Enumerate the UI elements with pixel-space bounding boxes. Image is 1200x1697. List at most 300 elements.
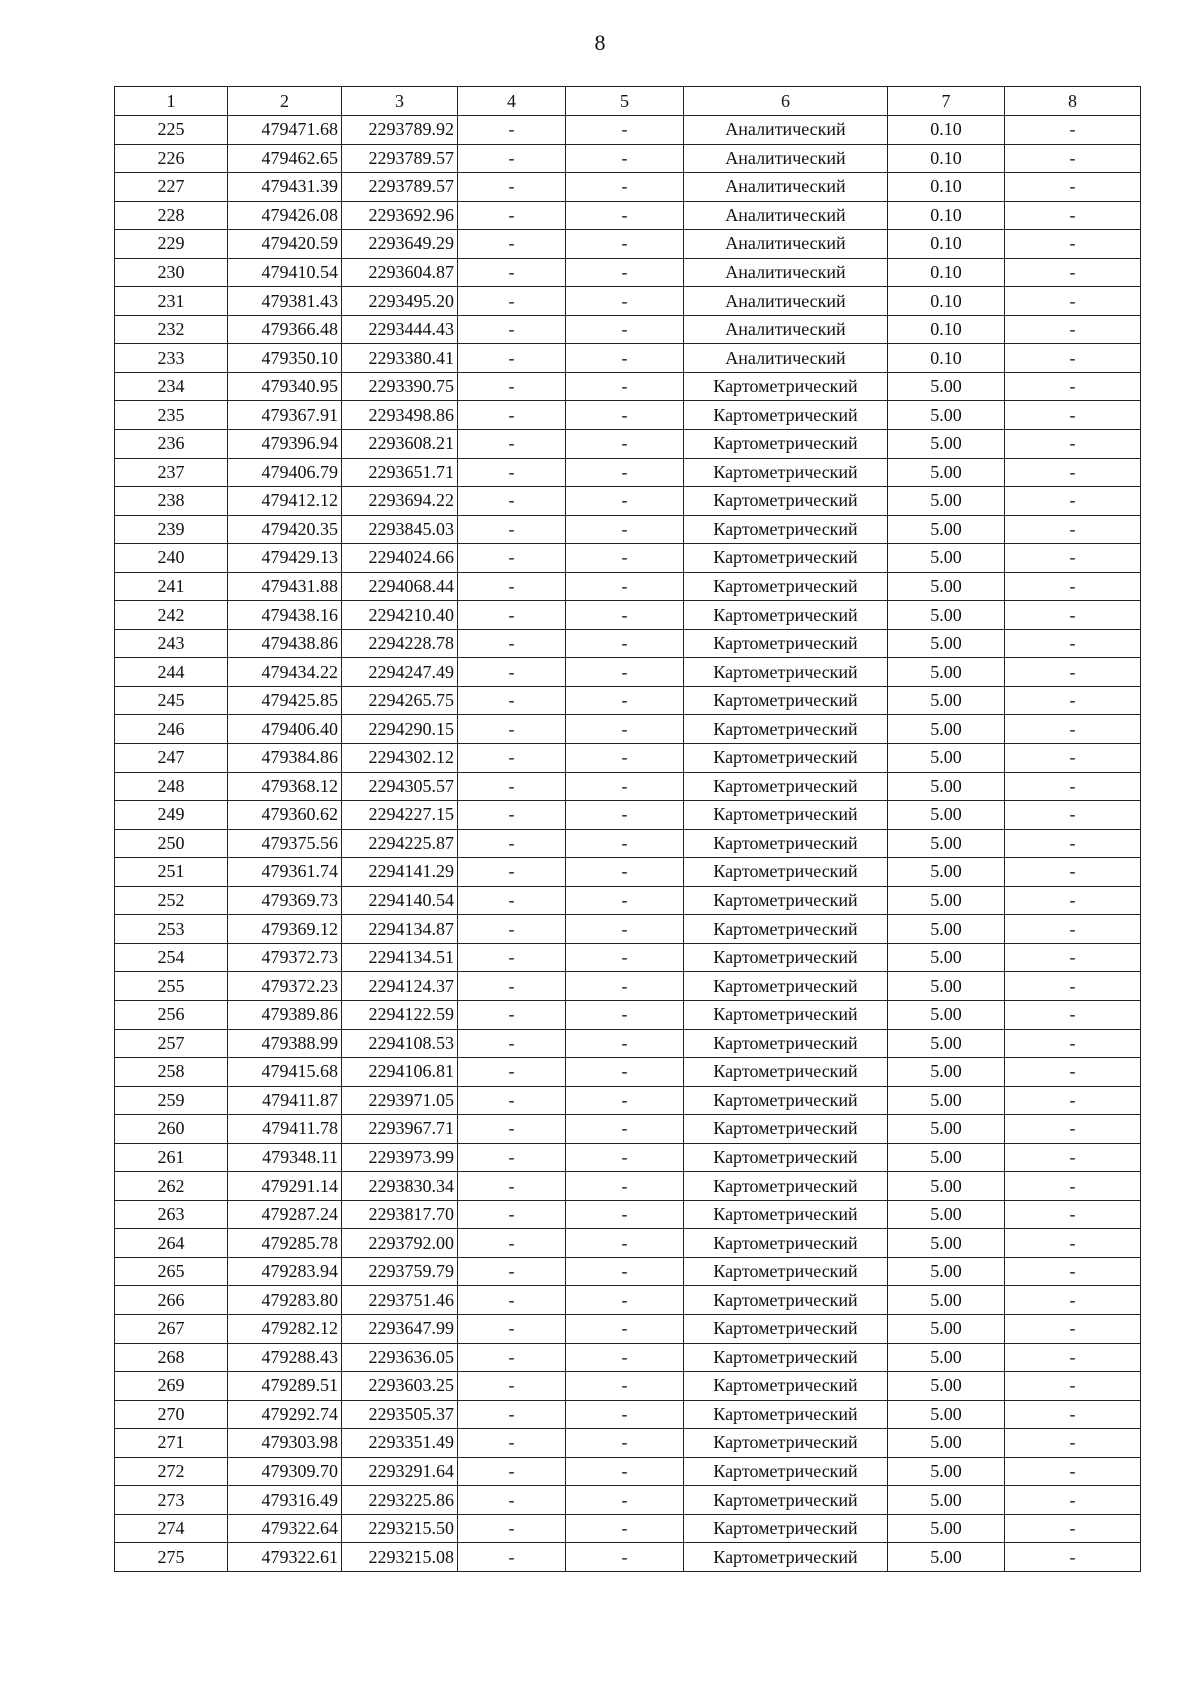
cell-col-4: - bbox=[458, 601, 566, 630]
cell-accuracy: 5.00 bbox=[888, 1086, 1005, 1115]
cell-point-number: 227 bbox=[115, 173, 228, 202]
cell-col-5: - bbox=[566, 458, 684, 487]
table-row bbox=[115, 1000, 1141, 1029]
cell-col-8: - bbox=[1005, 772, 1141, 801]
cell-col-5: - bbox=[566, 344, 684, 373]
cell-col-4: - bbox=[458, 1143, 566, 1172]
cell-coord-x: 479462.65 bbox=[228, 144, 342, 173]
cell-point-number: 261 bbox=[115, 1143, 228, 1172]
cell-accuracy: 5.00 bbox=[888, 886, 1005, 915]
cell-method: Картометрический bbox=[684, 1486, 888, 1515]
cell-coord-y: 2293817.70 bbox=[342, 1200, 458, 1229]
cell-method: Картометрический bbox=[684, 829, 888, 858]
cell-point-number: 260 bbox=[115, 1115, 228, 1144]
cell-accuracy: 5.00 bbox=[888, 629, 1005, 658]
cell-coord-x: 479406.79 bbox=[228, 458, 342, 487]
cell-col-4: - bbox=[458, 401, 566, 430]
table-row bbox=[115, 1029, 1141, 1058]
cell-point-number: 275 bbox=[115, 1543, 228, 1572]
table-row bbox=[115, 1543, 1141, 1572]
cell-coord-x: 479288.43 bbox=[228, 1343, 342, 1372]
table-row bbox=[115, 515, 1141, 544]
table-row bbox=[115, 1257, 1141, 1286]
header-col-4: 4 bbox=[458, 87, 566, 116]
cell-col-4: - bbox=[458, 1372, 566, 1401]
cell-col-4: - bbox=[458, 344, 566, 373]
cell-col-8: - bbox=[1005, 829, 1141, 858]
cell-accuracy: 5.00 bbox=[888, 1457, 1005, 1486]
header-col-2: 2 bbox=[228, 87, 342, 116]
cell-col-8: - bbox=[1005, 858, 1141, 887]
cell-coord-x: 479411.87 bbox=[228, 1086, 342, 1115]
cell-col-8: - bbox=[1005, 943, 1141, 972]
table-row bbox=[115, 772, 1141, 801]
cell-coord-x: 479426.08 bbox=[228, 201, 342, 230]
table-row bbox=[115, 1429, 1141, 1458]
cell-col-5: - bbox=[566, 744, 684, 773]
cell-col-8: - bbox=[1005, 744, 1141, 773]
cell-point-number: 239 bbox=[115, 515, 228, 544]
cell-col-8: - bbox=[1005, 487, 1141, 516]
cell-coord-y: 2293967.71 bbox=[342, 1115, 458, 1144]
cell-accuracy: 5.00 bbox=[888, 772, 1005, 801]
cell-coord-x: 479283.80 bbox=[228, 1286, 342, 1315]
cell-coord-y: 2294247.49 bbox=[342, 658, 458, 687]
cell-col-4: - bbox=[458, 1457, 566, 1486]
cell-method: Картометрический bbox=[684, 715, 888, 744]
cell-col-4: - bbox=[458, 1200, 566, 1229]
cell-accuracy: 5.00 bbox=[888, 1543, 1005, 1572]
cell-point-number: 232 bbox=[115, 315, 228, 344]
cell-accuracy: 5.00 bbox=[888, 1229, 1005, 1258]
cell-accuracy: 5.00 bbox=[888, 1000, 1005, 1029]
cell-method: Картометрический bbox=[684, 1429, 888, 1458]
cell-point-number: 245 bbox=[115, 686, 228, 715]
cell-coord-y: 2293694.22 bbox=[342, 487, 458, 516]
cell-coord-x: 479396.94 bbox=[228, 430, 342, 459]
cell-coord-x: 479340.95 bbox=[228, 372, 342, 401]
cell-col-5: - bbox=[566, 772, 684, 801]
cell-point-number: 228 bbox=[115, 201, 228, 230]
cell-coord-y: 2293215.50 bbox=[342, 1514, 458, 1543]
cell-col-5: - bbox=[566, 315, 684, 344]
cell-col-4: - bbox=[458, 1029, 566, 1058]
cell-coord-y: 2294108.53 bbox=[342, 1029, 458, 1058]
cell-coord-y: 2293603.25 bbox=[342, 1372, 458, 1401]
cell-method: Аналитический bbox=[684, 315, 888, 344]
table-row bbox=[115, 686, 1141, 715]
cell-col-4: - bbox=[458, 886, 566, 915]
cell-point-number: 253 bbox=[115, 915, 228, 944]
cell-accuracy: 5.00 bbox=[888, 686, 1005, 715]
cell-coord-x: 479289.51 bbox=[228, 1372, 342, 1401]
cell-coord-y: 2294302.12 bbox=[342, 744, 458, 773]
cell-col-4: - bbox=[458, 715, 566, 744]
cell-col-5: - bbox=[566, 829, 684, 858]
table-row bbox=[115, 372, 1141, 401]
table-row bbox=[115, 430, 1141, 459]
cell-col-8: - bbox=[1005, 1400, 1141, 1429]
cell-col-8: - bbox=[1005, 1000, 1141, 1029]
cell-col-5: - bbox=[566, 287, 684, 316]
cell-coord-y: 2293649.29 bbox=[342, 230, 458, 259]
cell-coord-x: 479431.88 bbox=[228, 572, 342, 601]
cell-col-5: - bbox=[566, 886, 684, 915]
cell-accuracy: 5.00 bbox=[888, 1058, 1005, 1087]
cell-coord-y: 2293751.46 bbox=[342, 1286, 458, 1315]
table-row bbox=[115, 258, 1141, 287]
cell-method: Аналитический bbox=[684, 116, 888, 145]
cell-col-4: - bbox=[458, 1543, 566, 1572]
cell-col-4: - bbox=[458, 1086, 566, 1115]
cell-coord-x: 479381.43 bbox=[228, 287, 342, 316]
cell-col-5: - bbox=[566, 258, 684, 287]
cell-col-4: - bbox=[458, 287, 566, 316]
cell-coord-x: 479291.14 bbox=[228, 1172, 342, 1201]
cell-point-number: 274 bbox=[115, 1514, 228, 1543]
cell-col-8: - bbox=[1005, 230, 1141, 259]
cell-col-8: - bbox=[1005, 1086, 1141, 1115]
table-row bbox=[115, 1514, 1141, 1543]
cell-col-4: - bbox=[458, 915, 566, 944]
cell-col-4: - bbox=[458, 1286, 566, 1315]
cell-col-5: - bbox=[566, 943, 684, 972]
cell-method: Картометрический bbox=[684, 487, 888, 516]
header-col-1: 1 bbox=[115, 87, 228, 116]
table-row bbox=[115, 943, 1141, 972]
table-body bbox=[115, 116, 1141, 1572]
cell-coord-x: 479420.35 bbox=[228, 515, 342, 544]
header-col-5: 5 bbox=[566, 87, 684, 116]
cell-method: Картометрический bbox=[684, 629, 888, 658]
cell-col-8: - bbox=[1005, 801, 1141, 830]
cell-col-8: - bbox=[1005, 116, 1141, 145]
cell-coord-y: 2294134.87 bbox=[342, 915, 458, 944]
table-row bbox=[115, 201, 1141, 230]
table-row bbox=[115, 1314, 1141, 1343]
cell-col-8: - bbox=[1005, 972, 1141, 1001]
cell-coord-y: 2294141.29 bbox=[342, 858, 458, 887]
cell-method: Картометрический bbox=[684, 430, 888, 459]
cell-col-8: - bbox=[1005, 886, 1141, 915]
cell-coord-y: 2294134.51 bbox=[342, 943, 458, 972]
cell-coord-x: 479438.86 bbox=[228, 629, 342, 658]
cell-method: Картометрический bbox=[684, 1000, 888, 1029]
cell-accuracy: 5.00 bbox=[888, 1143, 1005, 1172]
cell-coord-x: 479372.23 bbox=[228, 972, 342, 1001]
cell-method: Картометрический bbox=[684, 1172, 888, 1201]
cell-col-5: - bbox=[566, 572, 684, 601]
cell-coord-y: 2294210.40 bbox=[342, 601, 458, 630]
cell-coord-x: 479285.78 bbox=[228, 1229, 342, 1258]
cell-col-5: - bbox=[566, 1400, 684, 1429]
cell-point-number: 250 bbox=[115, 829, 228, 858]
cell-col-8: - bbox=[1005, 1286, 1141, 1315]
cell-coord-x: 479322.61 bbox=[228, 1543, 342, 1572]
table-row bbox=[115, 915, 1141, 944]
cell-coord-y: 2294227.15 bbox=[342, 801, 458, 830]
cell-col-4: - bbox=[458, 801, 566, 830]
cell-col-8: - bbox=[1005, 686, 1141, 715]
table-row bbox=[115, 287, 1141, 316]
cell-coord-y: 2293215.08 bbox=[342, 1543, 458, 1572]
cell-point-number: 249 bbox=[115, 801, 228, 830]
cell-accuracy: 0.10 bbox=[888, 230, 1005, 259]
cell-col-8: - bbox=[1005, 1115, 1141, 1144]
table-row bbox=[115, 116, 1141, 145]
cell-coord-x: 479367.91 bbox=[228, 401, 342, 430]
cell-col-5: - bbox=[566, 658, 684, 687]
cell-col-5: - bbox=[566, 686, 684, 715]
cell-method: Картометрический bbox=[684, 1086, 888, 1115]
cell-col-8: - bbox=[1005, 572, 1141, 601]
cell-point-number: 230 bbox=[115, 258, 228, 287]
cell-col-5: - bbox=[566, 1000, 684, 1029]
cell-coord-y: 2293759.79 bbox=[342, 1257, 458, 1286]
cell-coord-y: 2294305.57 bbox=[342, 772, 458, 801]
cell-coord-x: 479282.12 bbox=[228, 1314, 342, 1343]
cell-coord-y: 2294225.87 bbox=[342, 829, 458, 858]
cell-point-number: 247 bbox=[115, 744, 228, 773]
cell-coord-x: 479348.11 bbox=[228, 1143, 342, 1172]
cell-method: Аналитический bbox=[684, 287, 888, 316]
cell-col-4: - bbox=[458, 629, 566, 658]
cell-col-4: - bbox=[458, 1429, 566, 1458]
cell-method: Аналитический bbox=[684, 201, 888, 230]
cell-accuracy: 0.10 bbox=[888, 258, 1005, 287]
cell-point-number: 257 bbox=[115, 1029, 228, 1058]
cell-coord-y: 2293495.20 bbox=[342, 287, 458, 316]
cell-point-number: 244 bbox=[115, 658, 228, 687]
cell-col-4: - bbox=[458, 1115, 566, 1144]
cell-method: Картометрический bbox=[684, 886, 888, 915]
cell-point-number: 235 bbox=[115, 401, 228, 430]
cell-col-4: - bbox=[458, 1000, 566, 1029]
cell-accuracy: 0.10 bbox=[888, 173, 1005, 202]
cell-method: Картометрический bbox=[684, 572, 888, 601]
cell-col-8: - bbox=[1005, 544, 1141, 573]
cell-col-8: - bbox=[1005, 915, 1141, 944]
cell-method: Картометрический bbox=[684, 1314, 888, 1343]
cell-point-number: 238 bbox=[115, 487, 228, 516]
cell-coord-y: 2293792.00 bbox=[342, 1229, 458, 1258]
cell-coord-y: 2293845.03 bbox=[342, 515, 458, 544]
cell-accuracy: 5.00 bbox=[888, 515, 1005, 544]
table-row bbox=[115, 1372, 1141, 1401]
cell-col-5: - bbox=[566, 1229, 684, 1258]
table-row bbox=[115, 858, 1141, 887]
cell-coord-y: 2293971.05 bbox=[342, 1086, 458, 1115]
cell-col-5: - bbox=[566, 1429, 684, 1458]
cell-col-8: - bbox=[1005, 1343, 1141, 1372]
cell-col-5: - bbox=[566, 858, 684, 887]
cell-col-8: - bbox=[1005, 372, 1141, 401]
cell-coord-y: 2294068.44 bbox=[342, 572, 458, 601]
cell-accuracy: 5.00 bbox=[888, 1400, 1005, 1429]
cell-coord-x: 479350.10 bbox=[228, 344, 342, 373]
table-row bbox=[115, 344, 1141, 373]
cell-col-4: - bbox=[458, 144, 566, 173]
cell-col-5: - bbox=[566, 1172, 684, 1201]
cell-col-4: - bbox=[458, 173, 566, 202]
cell-point-number: 246 bbox=[115, 715, 228, 744]
cell-col-4: - bbox=[458, 772, 566, 801]
cell-col-4: - bbox=[458, 458, 566, 487]
cell-method: Картометрический bbox=[684, 1457, 888, 1486]
cell-coord-x: 479369.73 bbox=[228, 886, 342, 915]
cell-point-number: 266 bbox=[115, 1286, 228, 1315]
cell-col-4: - bbox=[458, 515, 566, 544]
cell-col-4: - bbox=[458, 1486, 566, 1515]
cell-col-4: - bbox=[458, 829, 566, 858]
cell-col-5: - bbox=[566, 1372, 684, 1401]
cell-method: Картометрический bbox=[684, 515, 888, 544]
cell-method: Картометрический bbox=[684, 658, 888, 687]
cell-accuracy: 5.00 bbox=[888, 401, 1005, 430]
table-row bbox=[115, 487, 1141, 516]
cell-col-8: - bbox=[1005, 1514, 1141, 1543]
cell-method: Аналитический bbox=[684, 258, 888, 287]
cell-coord-y: 2294265.75 bbox=[342, 686, 458, 715]
cell-point-number: 265 bbox=[115, 1257, 228, 1286]
cell-method: Картометрический bbox=[684, 1343, 888, 1372]
cell-accuracy: 5.00 bbox=[888, 1286, 1005, 1315]
table-row bbox=[115, 601, 1141, 630]
header-col-6: 6 bbox=[684, 87, 888, 116]
cell-col-4: - bbox=[458, 372, 566, 401]
cell-coord-y: 2293789.57 bbox=[342, 144, 458, 173]
cell-col-8: - bbox=[1005, 1486, 1141, 1515]
cell-col-4: - bbox=[458, 1400, 566, 1429]
cell-col-5: - bbox=[566, 1029, 684, 1058]
cell-method: Картометрический bbox=[684, 372, 888, 401]
cell-col-4: - bbox=[458, 1314, 566, 1343]
cell-point-number: 226 bbox=[115, 144, 228, 173]
cell-col-4: - bbox=[458, 430, 566, 459]
cell-col-8: - bbox=[1005, 515, 1141, 544]
cell-coord-y: 2293291.64 bbox=[342, 1457, 458, 1486]
cell-method: Картометрический bbox=[684, 544, 888, 573]
cell-col-5: - bbox=[566, 1143, 684, 1172]
cell-method: Картометрический bbox=[684, 1372, 888, 1401]
table-row bbox=[115, 658, 1141, 687]
table-row bbox=[115, 744, 1141, 773]
cell-coord-y: 2293789.57 bbox=[342, 173, 458, 202]
cell-col-8: - bbox=[1005, 1543, 1141, 1572]
cell-col-8: - bbox=[1005, 1457, 1141, 1486]
cell-col-8: - bbox=[1005, 629, 1141, 658]
cell-method: Аналитический bbox=[684, 173, 888, 202]
cell-accuracy: 5.00 bbox=[888, 458, 1005, 487]
cell-method: Картометрический bbox=[684, 801, 888, 830]
cell-method: Картометрический bbox=[684, 1286, 888, 1315]
cell-coord-y: 2293225.86 bbox=[342, 1486, 458, 1515]
cell-col-4: - bbox=[458, 1343, 566, 1372]
table-row bbox=[115, 829, 1141, 858]
cell-coord-y: 2293604.87 bbox=[342, 258, 458, 287]
cell-method: Картометрический bbox=[684, 972, 888, 1001]
cell-accuracy: 5.00 bbox=[888, 658, 1005, 687]
cell-col-8: - bbox=[1005, 1172, 1141, 1201]
table-row bbox=[115, 1286, 1141, 1315]
cell-col-4: - bbox=[458, 1514, 566, 1543]
cell-col-5: - bbox=[566, 487, 684, 516]
table-row bbox=[115, 1229, 1141, 1258]
cell-coord-y: 2293830.34 bbox=[342, 1172, 458, 1201]
cell-col-5: - bbox=[566, 601, 684, 630]
table-row bbox=[115, 1343, 1141, 1372]
cell-coord-x: 479410.54 bbox=[228, 258, 342, 287]
cell-col-4: - bbox=[458, 858, 566, 887]
cell-accuracy: 5.00 bbox=[888, 829, 1005, 858]
cell-col-4: - bbox=[458, 972, 566, 1001]
cell-col-5: - bbox=[566, 1486, 684, 1515]
cell-accuracy: 5.00 bbox=[888, 1429, 1005, 1458]
cell-col-5: - bbox=[566, 1058, 684, 1087]
cell-col-8: - bbox=[1005, 344, 1141, 373]
cell-method: Картометрический bbox=[684, 1143, 888, 1172]
cell-col-5: - bbox=[566, 144, 684, 173]
cell-accuracy: 5.00 bbox=[888, 1200, 1005, 1229]
cell-method: Картометрический bbox=[684, 1514, 888, 1543]
cell-col-8: - bbox=[1005, 201, 1141, 230]
cell-coord-x: 479287.24 bbox=[228, 1200, 342, 1229]
cell-coord-y: 2293351.49 bbox=[342, 1429, 458, 1458]
cell-point-number: 264 bbox=[115, 1229, 228, 1258]
header-col-8: 8 bbox=[1005, 87, 1141, 116]
cell-col-5: - bbox=[566, 401, 684, 430]
cell-point-number: 225 bbox=[115, 116, 228, 145]
cell-col-8: - bbox=[1005, 1058, 1141, 1087]
cell-col-5: - bbox=[566, 515, 684, 544]
cell-coord-x: 479438.16 bbox=[228, 601, 342, 630]
cell-accuracy: 5.00 bbox=[888, 1172, 1005, 1201]
table-row bbox=[115, 230, 1141, 259]
table-row bbox=[115, 401, 1141, 430]
cell-coord-x: 479368.12 bbox=[228, 772, 342, 801]
cell-point-number: 256 bbox=[115, 1000, 228, 1029]
cell-col-5: - bbox=[566, 173, 684, 202]
table-row bbox=[115, 629, 1141, 658]
cell-coord-y: 2293498.86 bbox=[342, 401, 458, 430]
cell-col-4: - bbox=[458, 315, 566, 344]
cell-accuracy: 5.00 bbox=[888, 372, 1005, 401]
cell-accuracy: 5.00 bbox=[888, 858, 1005, 887]
cell-accuracy: 5.00 bbox=[888, 601, 1005, 630]
cell-method: Картометрический bbox=[684, 943, 888, 972]
cell-col-4: - bbox=[458, 1172, 566, 1201]
cell-point-number: 259 bbox=[115, 1086, 228, 1115]
cell-col-4: - bbox=[458, 544, 566, 573]
table-row bbox=[115, 458, 1141, 487]
cell-coord-y: 2293973.99 bbox=[342, 1143, 458, 1172]
cell-col-8: - bbox=[1005, 1229, 1141, 1258]
cell-coord-x: 479375.56 bbox=[228, 829, 342, 858]
cell-coord-y: 2294228.78 bbox=[342, 629, 458, 658]
table-row bbox=[115, 1115, 1141, 1144]
cell-col-5: - bbox=[566, 915, 684, 944]
cell-method: Картометрический bbox=[684, 686, 888, 715]
cell-coord-x: 479429.13 bbox=[228, 544, 342, 573]
cell-accuracy: 5.00 bbox=[888, 1372, 1005, 1401]
header-col-7: 7 bbox=[888, 87, 1005, 116]
cell-coord-y: 2294124.37 bbox=[342, 972, 458, 1001]
cell-point-number: 267 bbox=[115, 1314, 228, 1343]
header-col-3: 3 bbox=[342, 87, 458, 116]
table-row bbox=[115, 315, 1141, 344]
cell-method: Картометрический bbox=[684, 601, 888, 630]
cell-point-number: 270 bbox=[115, 1400, 228, 1429]
